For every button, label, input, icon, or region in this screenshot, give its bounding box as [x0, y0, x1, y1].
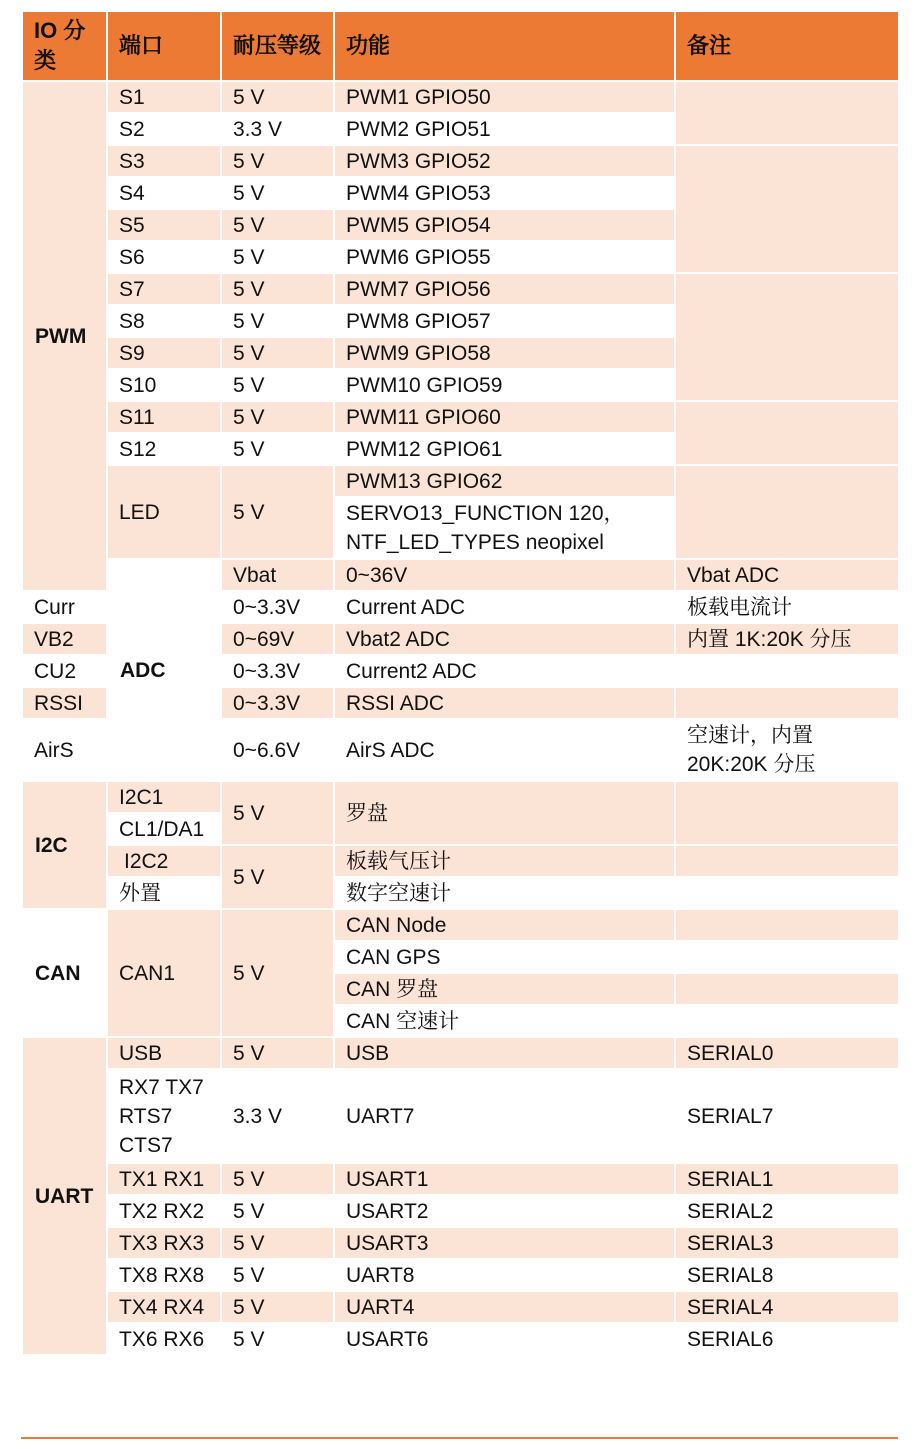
- port-cell: TX4 RX4: [107, 1291, 221, 1323]
- port-cell: LED: [107, 465, 221, 559]
- port-cell: S4: [107, 177, 221, 209]
- function-cell: PWM6 GPIO55: [334, 241, 675, 273]
- voltage-cell: 5 V: [221, 1163, 334, 1195]
- port-cell: USB: [107, 1037, 221, 1069]
- voltage-cell: 5 V: [221, 241, 334, 273]
- table-row: [22, 1323, 899, 1355]
- note-cell: 内置 1K:20K 分压: [675, 623, 899, 655]
- note-cell: SERIAL7: [675, 1069, 899, 1163]
- port-cell: TX6 RX6: [107, 1323, 221, 1355]
- voltage-cell: 5 V: [221, 145, 334, 177]
- note-cell: SERIAL1: [675, 1163, 899, 1195]
- voltage-cell: 5 V: [221, 1291, 334, 1323]
- port-cell: RX7 TX7 RTS7 CTS7: [107, 1069, 221, 1163]
- voltage-cell: 3.3 V: [221, 113, 334, 145]
- header-note: 备注: [675, 11, 899, 81]
- function-cell: Current ADC: [334, 591, 675, 623]
- function-cell: SERVO13_FUNCTION 120，NTF_LED_TYPES neopixel: [334, 497, 675, 559]
- port-cell: TX1 RX1: [107, 1163, 221, 1195]
- voltage-cell: 5 V: [221, 845, 334, 909]
- note-cell: [675, 687, 899, 719]
- function-cell: PWM11 GPIO60: [334, 401, 675, 433]
- table-row: [22, 273, 899, 305]
- voltage-cell: 5 V: [221, 81, 334, 113]
- table-row: [22, 1227, 899, 1259]
- function-cell: CAN 空速计: [334, 1005, 675, 1037]
- category-uart: UART: [22, 1037, 107, 1355]
- function-cell: UART4: [334, 1291, 675, 1323]
- port-cell: S11: [107, 401, 221, 433]
- note-cell: 板载电流计: [675, 591, 899, 623]
- port-cell: CU2: [22, 655, 107, 687]
- table-row: [22, 465, 899, 497]
- note-cell: [675, 401, 899, 465]
- header-category: IO 分类: [22, 11, 107, 81]
- port-cell: S3: [107, 145, 221, 177]
- function-cell: USART6: [334, 1323, 675, 1355]
- port-cell: TX8 RX8: [107, 1259, 221, 1291]
- port-cell: S2: [107, 113, 221, 145]
- function-cell: PWM3 GPIO52: [334, 145, 675, 177]
- port-cell: Vbat: [221, 559, 334, 591]
- function-cell: USART2: [334, 1195, 675, 1227]
- voltage-cell: 0~36V: [334, 559, 675, 591]
- voltage-cell: 0~69V: [221, 623, 334, 655]
- port-cell: I2C2: [107, 845, 221, 877]
- io-table-container: [21, 10, 898, 1356]
- port-cell: TX2 RX2: [107, 1195, 221, 1227]
- function-cell: UART7: [334, 1069, 675, 1163]
- function-cell: PWM2 GPIO51: [334, 113, 675, 145]
- table-bottom-border: [21, 1437, 898, 1439]
- voltage-cell: 5 V: [221, 1323, 334, 1355]
- table-row: [22, 81, 899, 113]
- note-cell: [675, 781, 899, 845]
- port-cell: CL1/DA1: [107, 813, 221, 845]
- table-row: [22, 1195, 899, 1227]
- table-row: [22, 401, 899, 433]
- port-cell: S10: [107, 369, 221, 401]
- header-port: 端口: [107, 11, 221, 81]
- table-row: [22, 1037, 899, 1069]
- category-can: CAN: [22, 909, 107, 1037]
- function-cell: USART3: [334, 1227, 675, 1259]
- function-cell: 数字空速计: [334, 877, 675, 909]
- table-row: [22, 1069, 899, 1163]
- port-cell: S6: [107, 241, 221, 273]
- note-cell: [675, 273, 899, 401]
- category-pwm: PWM: [22, 81, 107, 591]
- note-cell: SERIAL3: [675, 1227, 899, 1259]
- note-cell: [675, 973, 899, 1005]
- function-cell: PWM8 GPIO57: [334, 305, 675, 337]
- function-cell: PWM13 GPIO62: [334, 465, 675, 497]
- voltage-cell: 5 V: [221, 401, 334, 433]
- category-adc: ADC: [107, 559, 221, 781]
- table-row: [22, 845, 899, 877]
- port-cell: S5: [107, 209, 221, 241]
- io-table: [21, 10, 900, 1356]
- voltage-cell: 5 V: [221, 1037, 334, 1069]
- function-cell: UART8: [334, 1259, 675, 1291]
- note-cell: [675, 145, 899, 273]
- function-cell: PWM1 GPIO50: [334, 81, 675, 113]
- port-cell: 外置: [107, 877, 221, 909]
- port-cell: S7: [107, 273, 221, 305]
- port-cell: VB2: [22, 623, 107, 655]
- port-cell: CAN1: [107, 909, 221, 1037]
- voltage-cell: 5 V: [221, 781, 334, 845]
- function-cell: Current2 ADC: [334, 655, 675, 687]
- function-cell: PWM12 GPIO61: [334, 433, 675, 465]
- function-cell: PWM7 GPIO56: [334, 273, 675, 305]
- voltage-cell: 0~6.6V: [221, 719, 334, 781]
- function-cell: PWM10 GPIO59: [334, 369, 675, 401]
- port-cell: S12: [107, 433, 221, 465]
- function-cell: PWM9 GPIO58: [334, 337, 675, 369]
- voltage-cell: 5 V: [221, 369, 334, 401]
- function-cell: Vbat ADC: [675, 559, 899, 591]
- category-i2c: I2C: [22, 781, 107, 909]
- table-row: [22, 1259, 899, 1291]
- port-cell: S9: [107, 337, 221, 369]
- voltage-cell: 0~3.3V: [221, 591, 334, 623]
- table-row: [22, 559, 899, 591]
- port-cell: AirS: [22, 719, 107, 781]
- function-cell: RSSI ADC: [334, 687, 675, 719]
- note-cell: [675, 81, 899, 145]
- note-cell: [675, 1005, 899, 1037]
- port-cell: TX3 RX3: [107, 1227, 221, 1259]
- note-cell: SERIAL0: [675, 1037, 899, 1069]
- voltage-cell: 5 V: [221, 1227, 334, 1259]
- voltage-cell: 5 V: [221, 433, 334, 465]
- port-cell: I2C1: [107, 781, 221, 813]
- table-row: [22, 877, 899, 909]
- table-header-row: [22, 11, 899, 81]
- voltage-cell: 0~3.3V: [221, 687, 334, 719]
- voltage-cell: 5 V: [221, 909, 334, 1037]
- note-cell: SERIAL2: [675, 1195, 899, 1227]
- note-cell: SERIAL8: [675, 1259, 899, 1291]
- header-function: 功能: [334, 11, 675, 81]
- voltage-cell: 5 V: [221, 273, 334, 305]
- voltage-cell: 5 V: [221, 209, 334, 241]
- function-cell: CAN GPS: [334, 941, 675, 973]
- note-cell: 空速计，内置 20K:20K 分压: [675, 719, 899, 781]
- function-cell: CAN 罗盘: [334, 973, 675, 1005]
- function-cell: USB: [334, 1037, 675, 1069]
- table-row: [22, 1163, 899, 1195]
- voltage-cell: 5 V: [221, 465, 334, 559]
- port-cell: S1: [107, 81, 221, 113]
- note-cell: [675, 877, 899, 909]
- header-voltage: 耐压等级: [221, 11, 334, 81]
- function-cell: AirS ADC: [334, 719, 675, 781]
- voltage-cell: 5 V: [221, 177, 334, 209]
- note-cell: SERIAL6: [675, 1323, 899, 1355]
- voltage-cell: 5 V: [221, 305, 334, 337]
- table-row: [22, 145, 899, 177]
- note-cell: SERIAL4: [675, 1291, 899, 1323]
- note-cell: [675, 941, 899, 973]
- table-row: [22, 781, 899, 813]
- voltage-cell: 3.3 V: [221, 1069, 334, 1163]
- note-cell: [675, 909, 899, 941]
- port-cell: Curr: [22, 591, 107, 623]
- function-cell: USART1: [334, 1163, 675, 1195]
- voltage-cell: 5 V: [221, 337, 334, 369]
- function-cell: 板载气压计: [334, 845, 675, 877]
- table-row: [22, 909, 899, 941]
- voltage-cell: 0~3.3V: [221, 655, 334, 687]
- function-cell: PWM4 GPIO53: [334, 177, 675, 209]
- port-cell: RSSI: [22, 687, 107, 719]
- note-cell: [675, 465, 899, 559]
- table-row: [22, 1291, 899, 1323]
- function-cell: PWM5 GPIO54: [334, 209, 675, 241]
- note-cell: [675, 845, 899, 877]
- function-cell: CAN Node: [334, 909, 675, 941]
- note-cell: [675, 655, 899, 687]
- voltage-cell: 5 V: [221, 1195, 334, 1227]
- port-cell: S8: [107, 305, 221, 337]
- function-cell: Vbat2 ADC: [334, 623, 675, 655]
- function-cell: 罗盘: [334, 781, 675, 845]
- voltage-cell: 5 V: [221, 1259, 334, 1291]
